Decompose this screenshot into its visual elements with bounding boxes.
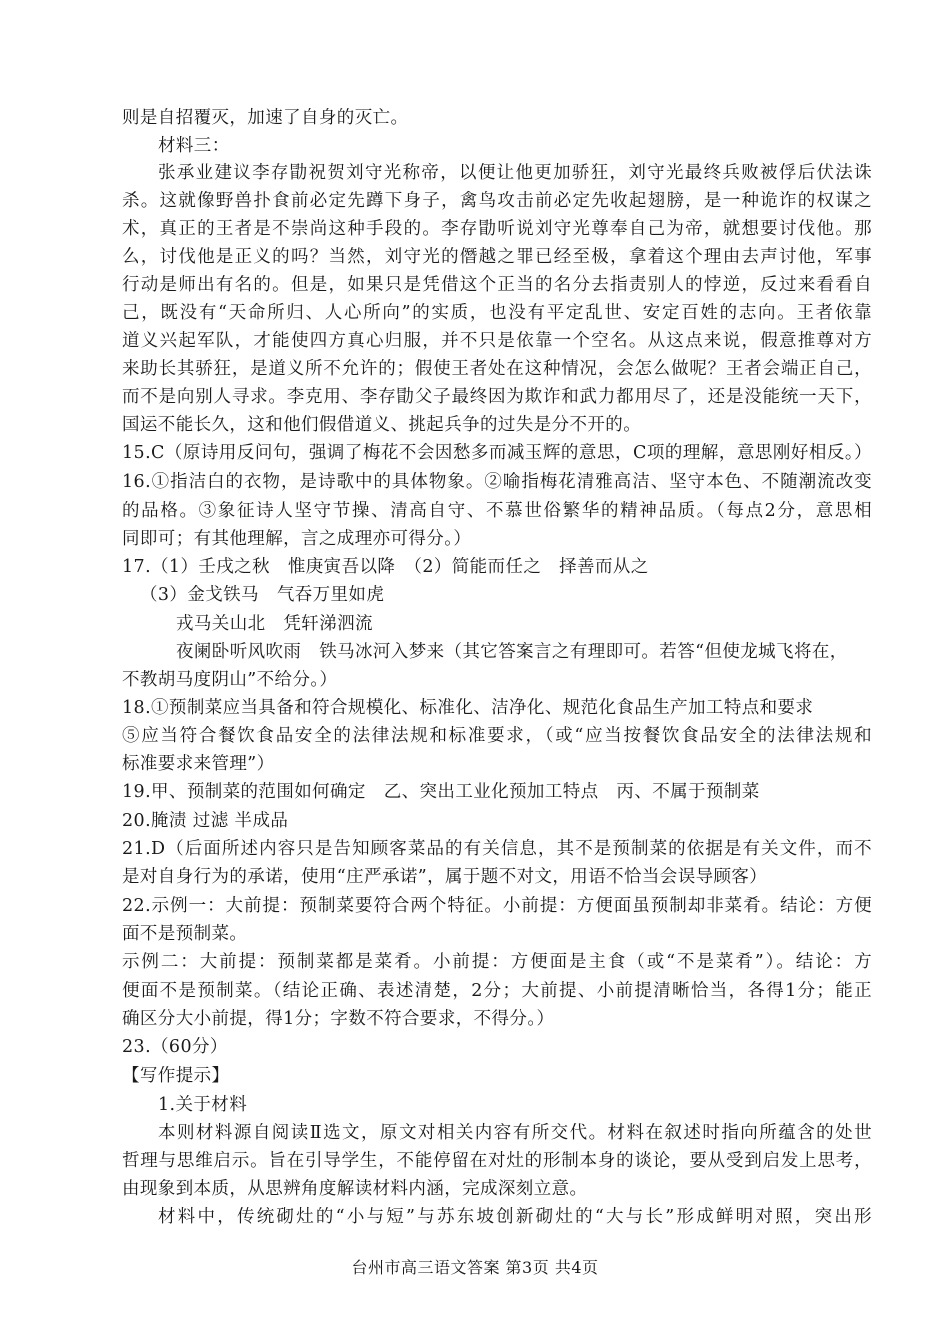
subheading: 1.关于材料 — [158, 1095, 248, 1115]
text-line: 材料中，传统砌灶的“小与短”与苏东坡创新砌灶的“大与长”形成鲜明对照，突出形 — [158, 1207, 872, 1227]
text-line: 夜阑卧听风吹雨 铁马冰河入梦来（其它答案言之有理即可。若答“但使龙城飞将在， — [176, 642, 848, 662]
text-line: ⑤应当符合餐饮食品安全的法律法规和标准要求，（或“应当按餐饮食品安全的法律法规和 — [122, 726, 872, 746]
text-line: 么，讨伐他是正义的吗？当然，刘守光的僭越之罪已经至极，拿着这个理由去声讨他，军事 — [122, 247, 872, 267]
text-line: 本则材料源自阅读Ⅱ选文，原文对相关内容有所交代。材料在叙述时指向所蕴含的处世 — [158, 1123, 872, 1143]
text-line: 来助长其骄狂，是道义所不允许的；假使王者处在这种情况，会怎么做呢？王者会端正自己， — [122, 359, 872, 379]
text-line: 由现象到本质，从思辨角度解读材料内涵，完成深刻立意。 — [122, 1179, 588, 1199]
text-line: 示例二：大前提：预制菜都是菜肴。小前提：方便面是主食（或“不是菜肴”）。结论：方 — [122, 952, 872, 972]
answer-16: 16.①指洁白的衣物，是诗歌中的具体物象。②喻指梅花清雅高洁、坚守本色、不随潮流改变 — [122, 472, 872, 492]
material-heading: 材料三： — [158, 136, 230, 156]
text-line: 则是自招覆灭，加速了自身的灭亡。 — [122, 108, 409, 128]
text-line: （3）金戈铁马 气吞万里如虎 — [140, 585, 385, 605]
text-line: 哲理与思维启示。旨在引导学生，不能停留在对灶的形制本身的谈论，要从受到启发上思考， — [122, 1151, 872, 1171]
text-line: 同即可；有其他理解，言之成理亦可得分。） — [122, 529, 472, 549]
text-line: 术，真正的王者是不崇尚这种手段的。李存勖听说刘守光尊奉自己为帝，就想要讨伐他。那 — [122, 219, 872, 239]
answer-21: 21.D（后面所述内容只是告知顾客菜品的有关信息，其不是预制菜的依据是有关文件，而不 — [122, 839, 872, 859]
answer-15: 15.C（原诗用反问句，强调了梅花不会因愁多而减玉辉的意思，C项的理解，意思刚好相反。） — [122, 443, 872, 463]
text-line: 戎马关山北 凭轩涕泗流 — [176, 614, 373, 634]
text-line: 而不是向别人寻求。李克用、李存勖父子最终因为欺诈和武力都用尽了，还是没能统一天下， — [122, 387, 872, 407]
text-line: 的品格。③象征诗人坚守节操、清高自守、不慕世俗繁华的精神品质。（每点2分，意思相 — [122, 501, 872, 521]
text-line: 己，既没有“天命所归、人心所向”的实质，也没有平定乱世、安定百姓的志向。王者依靠 — [122, 303, 872, 323]
text-line: 不教胡马度阴山”不给分。） — [122, 670, 338, 690]
answer-23: 23.（60分） — [122, 1037, 228, 1057]
text-line: 确区分大小前提，得1分；字数不符合要求，不得分。） — [122, 1009, 555, 1029]
text-line: 面不是预制菜。 — [122, 924, 248, 944]
answer-20: 20.腌渍 过滤 半成品 — [122, 811, 289, 831]
page-footer: 台州市高三语文答案 第3页 共4页 — [351, 1258, 599, 1277]
text-line: 道义兴起军队，才能使四方真心归服，并不只是依靠一个空名。从这点来说，假意推尊对方 — [122, 331, 872, 351]
answer-19: 19.甲、预制菜的范围如何确定 乙、突出工业化预加工特点 丙、不属于预制菜 — [122, 782, 760, 802]
text-line: 便面不是预制菜。（结论正确、表述清楚，2分；大前提、小前提清晰恰当，各得1分；能正 — [122, 981, 872, 1001]
answer-22: 22.示例一：大前提：预制菜要符合两个特征。小前提：方便面虽预制却非菜肴。结论：方便 — [122, 896, 872, 916]
answer-17: 17.（1）壬戌之秋 惟庚寅吾以降 （2）简能而任之 择善而从之 — [122, 557, 649, 577]
text-line: 张承业建议李存勖祝贺刘守光称帝，以便让他更加骄狂，刘守光最终兵败被俘后伏法诛 — [158, 163, 872, 183]
text-line: 国运不能长久，这和他们假借道义、挑起兵争的过失是分不开的。 — [122, 415, 642, 435]
answer-18: 18.①预制菜应当具备和符合规模化、标准化、洁净化、规范化食品生产加工特点和要求 — [122, 698, 814, 718]
text-line: 是对自身行为的承诺，使用“庄严承诺”，属于题不对文，用语不恰当会误导顾客） — [122, 867, 768, 887]
writing-tips-heading: 【写作提示】 — [122, 1066, 230, 1086]
text-line: 标准要求来管理”） — [122, 754, 275, 774]
text-line: 行动是师出有名的。但是，如果只是凭借这个正当的名分去指责别人的悖逆，反过来看看自 — [122, 275, 872, 295]
text-line: 杀。这就像野兽扑食前必定先蹲下身子，禽鸟攻击前必定先收起翅膀，是一种诡诈的权谋之 — [122, 191, 872, 211]
